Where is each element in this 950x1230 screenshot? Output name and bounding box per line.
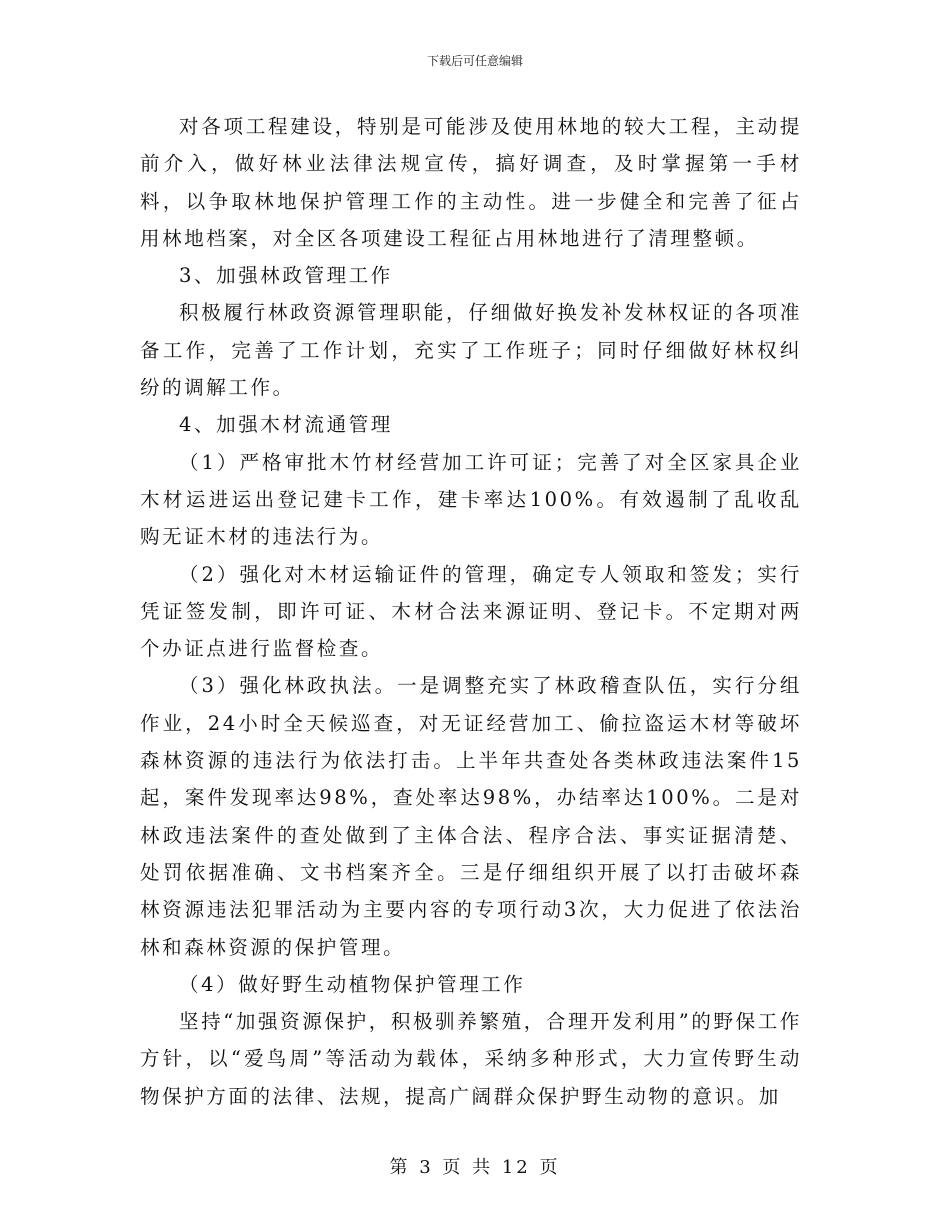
paragraph-land-protection: 对各项工程建设，特别是可能涉及使用林地的较大工程，主动提前介入，做好林业法律法规宣传，搞好调查，及时掌握第一手材料，以争取林地保护管理工作的主动性。进一步健全和完善了征占用林地档案，对全区各项建设工程征占用林地进行了清理整顿。	[140, 115, 802, 250]
paragraph-timber-item-4-heading: （4）做好野生动植物保护管理工作	[179, 972, 526, 996]
paragraph-timber-item-3: （3）强化林政执法。一是调整充实了林政稽查队伍，实行分组作业，24小时全天候巡查，对无证经营加工、偷拉盗运木材等破坏森林资源的违法行为依法打击。上半年共查处各类林政违法案件15起，案件发现率达98%，查处率达98%，办结率达100%。二是对林政违法案件的查处做到了主体合法、程序合法、事实证据清楚、处罚依据准确、文书档案齐全。三是仔细组织开展了以打击破坏森林资源违法犯罪活动为主要内容的专项行动3次，大力促进了依法治林和森林资源的保护管理。	[140, 674, 802, 959]
section-heading-forestry-admin: 3、加强林政管理工作	[179, 264, 393, 288]
paragraph-timber-item-1: （1）严格审批木竹材经营加工许可证；完善了对全区家具企业木材运进运出登记建卡工作，建卡率达100%。有效遏制了乱收乱购无证木材的违法行为。	[140, 450, 802, 549]
paragraph-wildlife-protection: 坚持“加强资源保护，积极驯养繁殖，合理开发利用”的野保工作方针，以“爱鸟周”等活动为载体，采纳多种形式，大力宣传野生动物保护方面的法律、法规，提高广阔群众保护野生动物的意识。加	[140, 1010, 802, 1108]
paragraph-timber-item-2: （2）强化对木材运输证件的管理，确定专人领取和签发；实行凭证签发制，即许可证、木材合法来源证明、登记卡。不定期对两个办证点进行监督检查。	[140, 562, 802, 661]
paragraph-forestry-admin: 积极履行林政资源管理职能，仔细做好换发补发林权证的各项准备工作，完善了工作计划，充实了工作班子；同时仔细做好林权纠纷的调解工作。	[140, 301, 802, 400]
page-header-note: 下载后可任意编辑	[426, 54, 523, 68]
section-heading-timber-circulation: 4、加强木材流通管理	[179, 413, 393, 437]
document-body	[140, 108, 802, 1115]
page-number: 第 3 页 共 12 页	[389, 1157, 561, 1178]
